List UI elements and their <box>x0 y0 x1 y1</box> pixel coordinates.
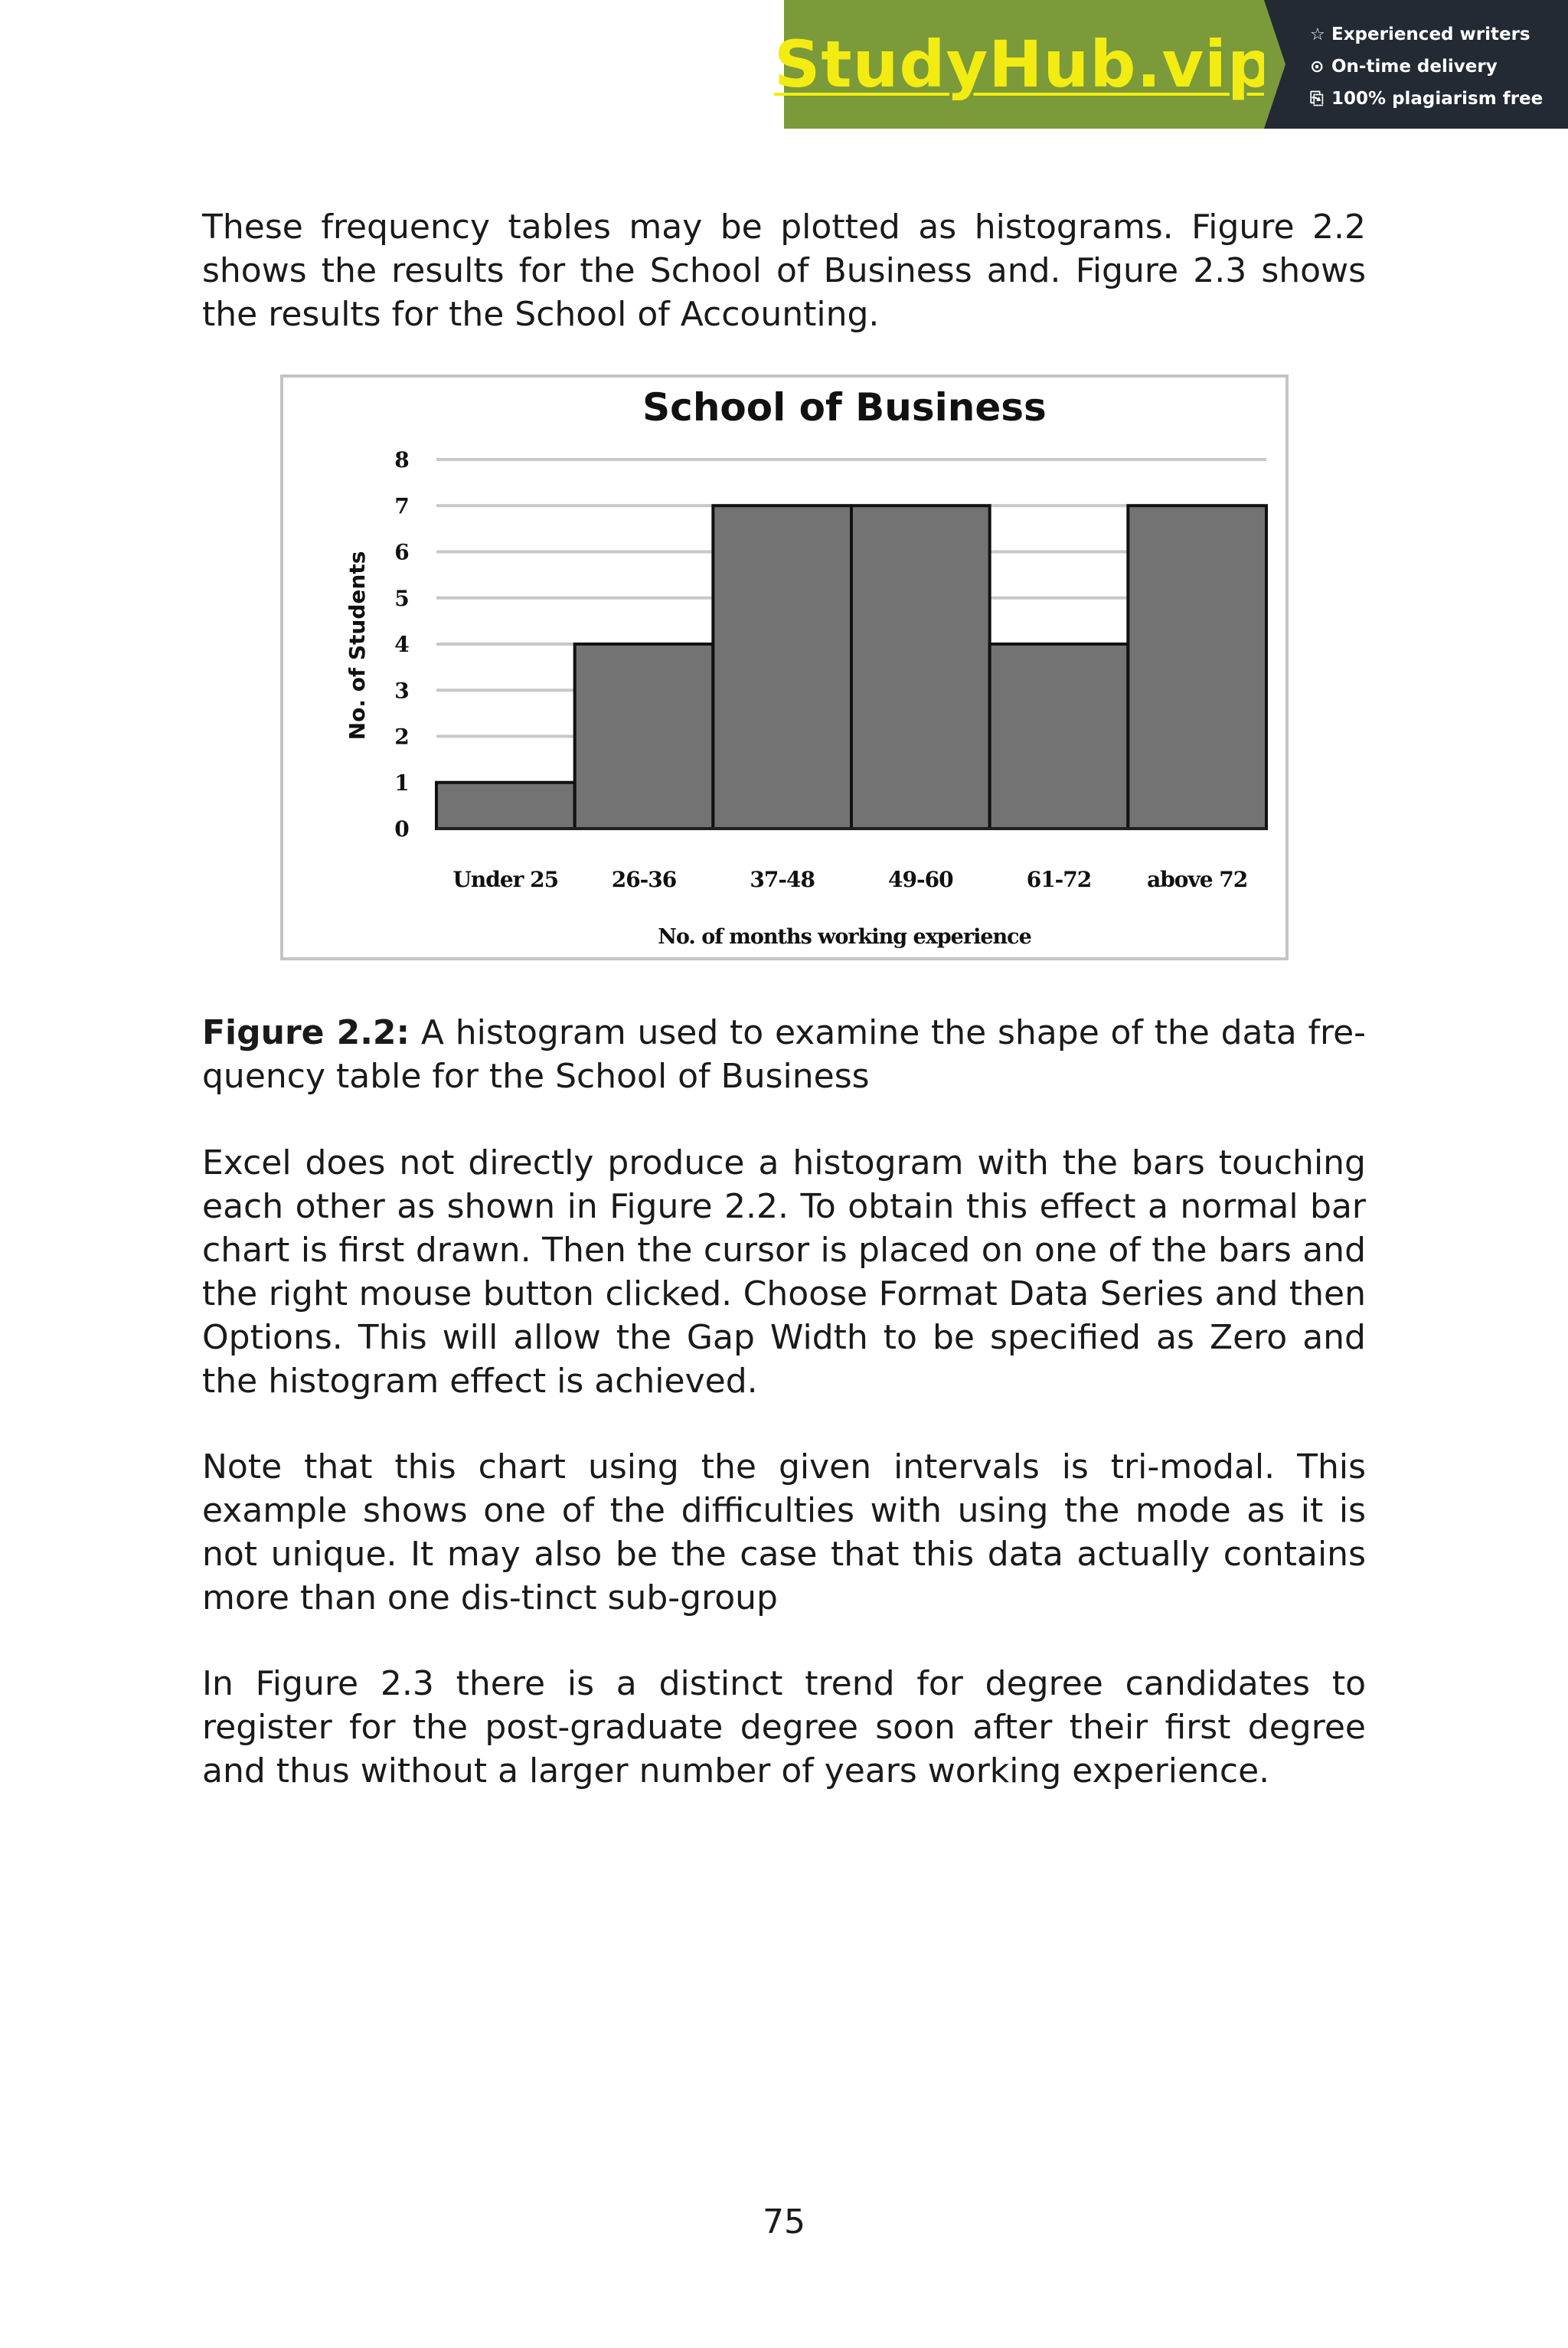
y-tick-label: 0 <box>394 816 410 842</box>
feature-label: Experienced writers <box>1331 25 1530 44</box>
x-axis-title: No. of months working experience <box>658 925 1031 949</box>
studyhub-banner[interactable] <box>773 0 1568 129</box>
intro-paragraph: These frequency tables may be plotted as histograms. Figure 2.2 shows the results for the School of Business and. Figure 2.3 shows the results for the School of Accounting. <box>202 208 1366 334</box>
figure-caption <box>202 1011 1366 1098</box>
excel-note-paragraph: Excel does not directly produce a histogram with the bars touching each other as shown in Figure 2.2. To obtain this effect a normal bar chart is first drawn. Then the cursor is placed on one of the bars and the right mouse button clicked. Choose Format Data Series and then Options. This will allow the Gap Width to be specified as Zero and the histogram effect is achieved. <box>202 1143 1366 1401</box>
y-tick-label: 3 <box>394 678 410 704</box>
histogram-bar <box>436 783 575 829</box>
y-tick-label: 4 <box>394 632 410 657</box>
histogram-bar <box>851 505 990 829</box>
figure-caption-text: A histogram used to examine the shape of the data fre-quency table for the School of Business <box>202 1013 1367 1096</box>
logo-text: StudyHub.vip <box>773 27 1275 102</box>
y-tick-label: 6 <box>394 539 410 565</box>
document-check-icon: ⎘ <box>1310 89 1324 109</box>
trimodal-note-paragraph: Note that this chart using the given intervals is tri-modal. This example shows one of the difficulties with using the mode as it is not unique. It may also be the case that this data actually contains more than one dis-tinct sub-group <box>202 1447 1366 1617</box>
feature-on-time-delivery <box>1310 51 1568 83</box>
star-icon: ☆ <box>1310 25 1325 44</box>
y-axis-title: No. of Students <box>345 551 370 741</box>
trend-note-paragraph: In Figure 2.3 there is a distinct trend for degree candidates to register for the post-graduate degree soon after their first degree and thus without a larger number of years working experience. <box>202 1664 1366 1790</box>
y-tick-label: 8 <box>394 447 410 473</box>
banner-features <box>1264 0 1568 129</box>
x-category-label: above 72 <box>1147 867 1248 892</box>
feature-label: 100% plagiarism free <box>1331 89 1544 109</box>
clock-icon: ⊙ <box>1310 57 1325 77</box>
feature-label: On-time delivery <box>1331 57 1498 77</box>
histogram-bar <box>713 505 851 829</box>
studyhub-logo[interactable] <box>773 0 1275 129</box>
x-category-label: 49-60 <box>888 867 953 892</box>
chart-title: School of Business <box>642 385 1047 430</box>
histogram-svg <box>283 378 1285 957</box>
page-number: 75 <box>763 2202 805 2242</box>
y-tick-label: 2 <box>394 724 410 750</box>
x-category-label: Under 25 <box>452 867 559 892</box>
y-tick-label: 1 <box>394 770 410 796</box>
histogram-chart <box>280 374 1289 960</box>
y-tick-label: 7 <box>394 493 410 519</box>
histogram-bar <box>1128 505 1266 829</box>
x-category-label: 37-48 <box>750 867 815 892</box>
histogram-bar <box>575 644 714 829</box>
y-tick-label: 5 <box>394 585 410 611</box>
figure-caption-label: Figure 2.2: <box>202 1013 410 1052</box>
x-category-label: 26-36 <box>611 867 677 892</box>
banner-arrow-shape <box>1264 0 1285 129</box>
feature-experienced-writers <box>1310 18 1568 51</box>
feature-plagiarism-free <box>1310 83 1568 115</box>
histogram-bar <box>990 644 1129 829</box>
x-category-label: 61-72 <box>1026 867 1092 892</box>
